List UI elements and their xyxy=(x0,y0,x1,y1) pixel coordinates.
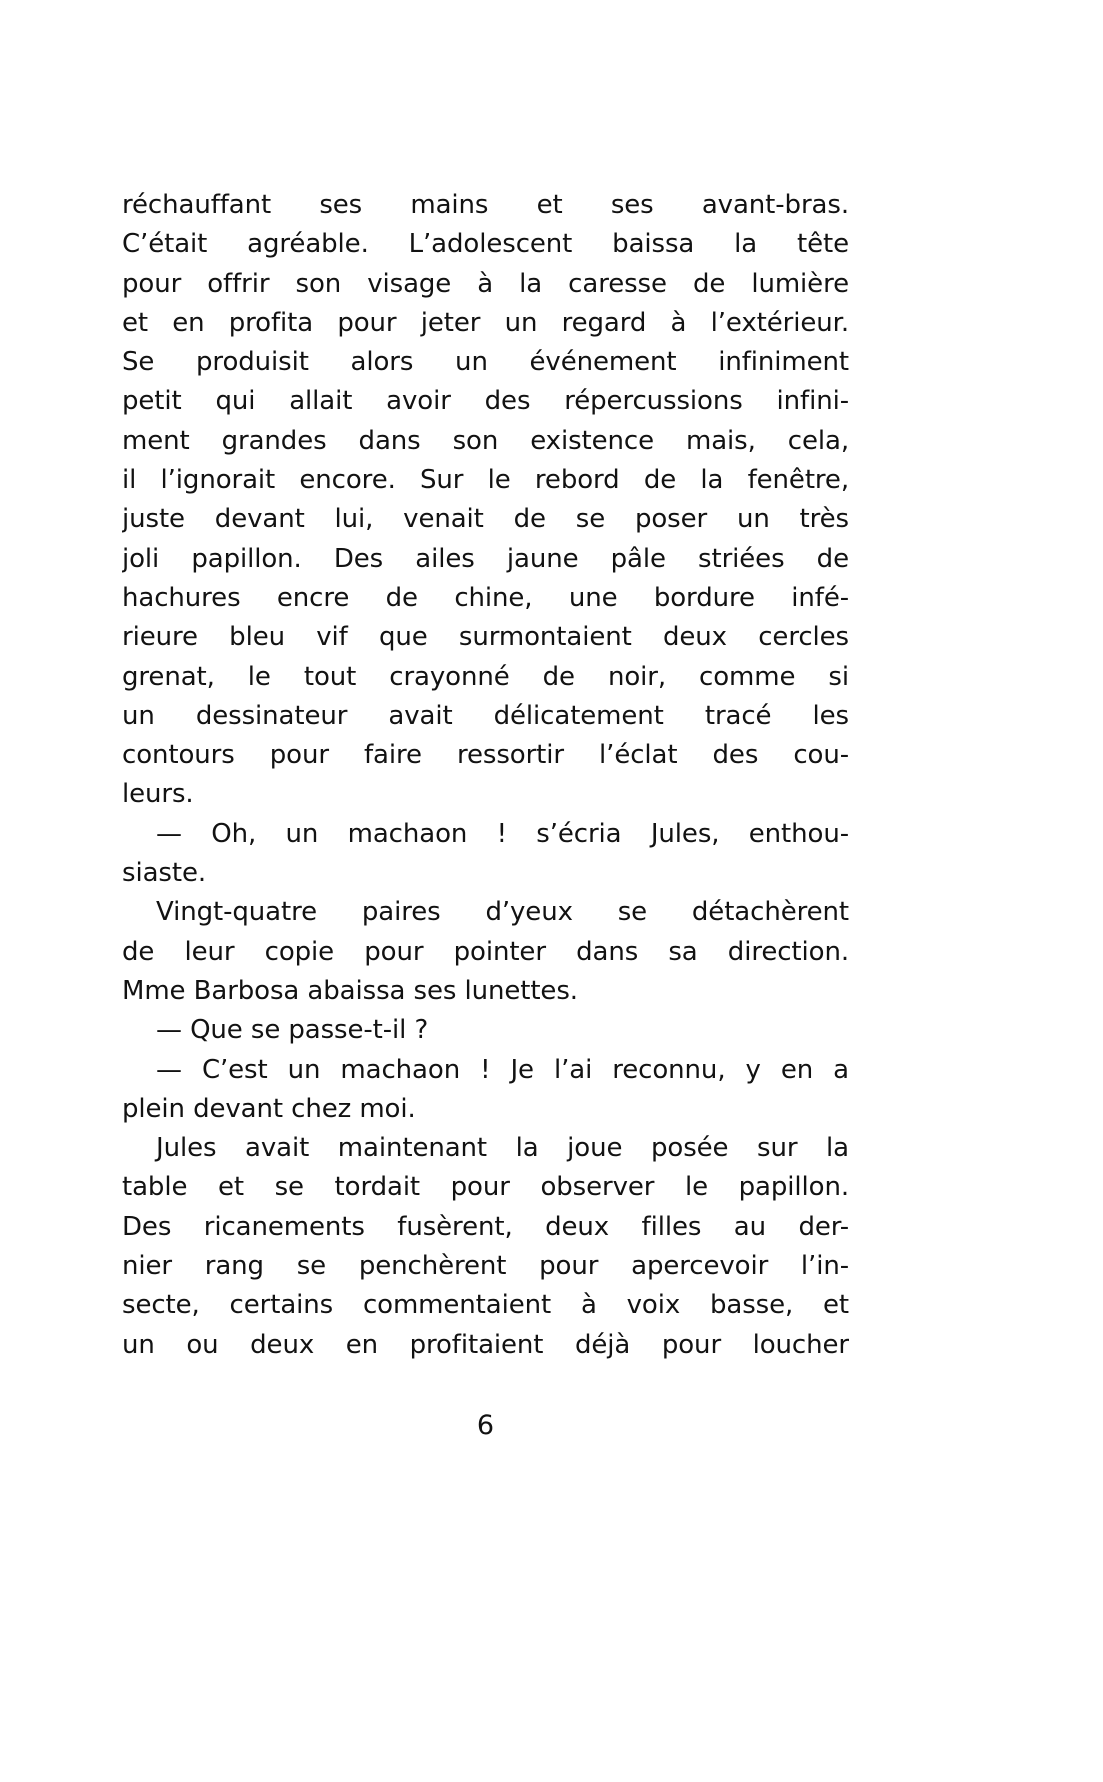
text-line: de leur copie pour pointer dans sa direction. xyxy=(122,936,849,967)
text-line: rieure bleu vif que surmontaient deux cercles xyxy=(122,622,849,653)
text-line: petit qui allait avoir des répercussions infini- xyxy=(122,386,849,417)
text-line: secte, certains commentaient à voix basse, et xyxy=(122,1290,849,1321)
text-line: hachures encre de chine, une bordure infé- xyxy=(122,582,849,613)
text-line: réchauffant ses mains et ses avant-bras. xyxy=(122,190,849,220)
text-line: — Que se passe-t-il ? xyxy=(156,1015,429,1046)
text-line: grenat, le tout crayonné de noir, comme si xyxy=(122,661,849,692)
text-line: un ou deux en profitaient déjà pour loucher xyxy=(122,1329,849,1360)
text-line: leurs. xyxy=(122,779,194,810)
text-line: Mme Barbosa abaissa ses lunettes. xyxy=(122,975,578,1006)
text-line: un dessinateur avait délicatement tracé les xyxy=(122,700,849,731)
text-line: Se produisit alors un événement infiniment xyxy=(122,347,849,378)
text-line: juste devant lui, venait de se poser un très xyxy=(122,504,849,535)
text-line: Vingt-quatre paires d’yeux se détachèrent xyxy=(156,897,849,928)
text-line: table et se tordait pour observer le papillon. xyxy=(122,1172,849,1203)
text-line: contours pour faire ressortir l’éclat des cou- xyxy=(122,740,849,771)
text-line: C’était agréable. L’adolescent baissa la tête xyxy=(122,229,849,260)
text-line: ment grandes dans son existence mais, cela, xyxy=(122,425,849,456)
text-block xyxy=(122,186,849,1365)
text-line: Des ricanements fusèrent, deux filles au der- xyxy=(122,1211,849,1242)
text-line: plein devant chez moi. xyxy=(122,1093,416,1124)
text-line: — C’est un machaon ! Je l’ai reconnu, y en a xyxy=(156,1054,849,1085)
page-number: 6 xyxy=(476,1410,495,1441)
text-line: joli papillon. Des ailes jaune pâle striées de xyxy=(122,543,849,574)
text-line: pour offrir son visage à la caresse de lumière xyxy=(122,268,849,299)
text-line: Jules avait maintenant la joue posée sur la xyxy=(156,1133,849,1164)
text-line: — Oh, un machaon ! s’écria Jules, enthou- xyxy=(156,818,849,849)
text-line: siaste. xyxy=(122,858,207,889)
text-line: et en profita pour jeter un regard à l’extérieur. xyxy=(122,307,849,338)
text-line: il l’ignorait encore. Sur le rebord de la fenêtre, xyxy=(122,465,849,496)
text-line: nier rang se penchèrent pour apercevoir l’in- xyxy=(122,1251,849,1282)
